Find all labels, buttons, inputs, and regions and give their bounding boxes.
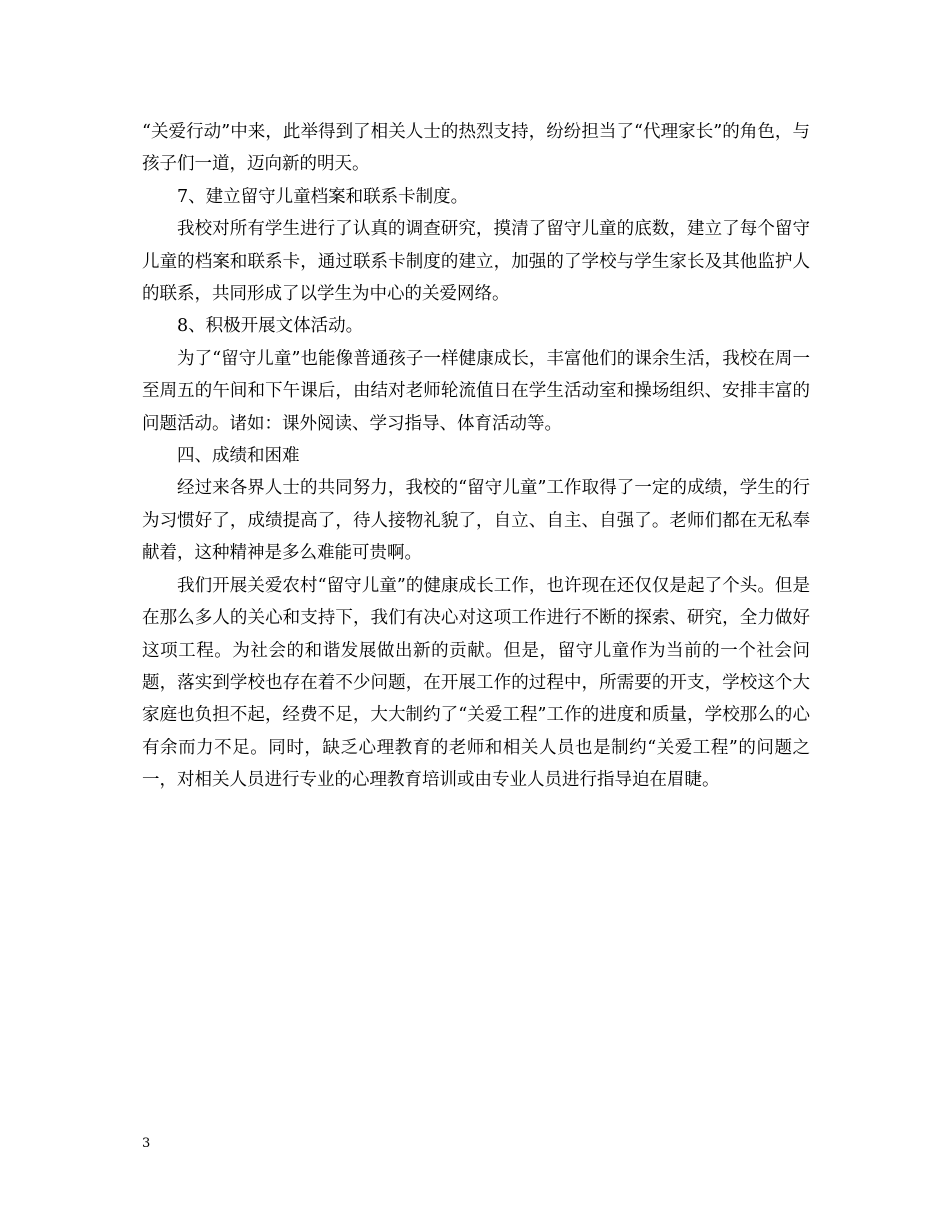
paragraph-2: 7、建立留守儿童档案和联系卡制度。 [177, 186, 469, 207]
paragraph-3: 我校对所有学生进行了认真的调查研究，摸清了留守儿童的底数，建立了每个留守儿童的档案和联系卡，通过联系卡制度的建立，加强的了学校与学生家长及其他监护人的联系，共同形成了以学生为中心的关爱网络。 [142, 219, 810, 305]
page-number: 3 [142, 1136, 151, 1151]
paragraph-7: 经过来各界人士的共同努力，我校的“留守儿童”工作取得了一定的成绩，学生的行为习惯好了，成绩提高了，待人接物礼貌了，自立、自主、自强了。老师们都在无私奉献着，这种精神是多么难能可贵啊。 [142, 478, 810, 564]
paragraph-8: 我们开展关爱农村“留守儿童”的健康成长工作，也许现在还仅仅是起了个头。但是在那么多人的关心和支持下，我们有决心对这项工作进行不断的探索、研究，全力做好这项工程。为社会的和谐发展做出新的贡献。但是，留守儿童作为当前的一个社会问题，落实到学校也存在着不少问题，在开展工作的过程中，所需要的开支，学校这个大家庭也负担不起，经费不足，大大制约了“关爱工程”工作的进度和质量，学校那么的心有余而力不足。同时，缺乏心理教育的老师和相关人员也是制约“关爱工程”的问题之一，对相关人员进行专业的心理教育培训或由专业人员进行指导迫在眉睫。 [142, 575, 810, 791]
paragraph-5: 为了“留守儿童”也能像普通孩子一样健康成长，丰富他们的课余生活，我校在周一至周五的午间和下午课后，由结对老师轮流值日在学生活动室和操场组织、安排丰富的问题活动。诸如：课外阅读、学习指导、体育活动等。 [142, 348, 810, 434]
paragraph-6: 四、成绩和困难 [177, 446, 300, 467]
paragraph-1: “关爱行动”中来，此举得到了相关人士的热烈支持，纷纷担当了“代理家长”的角色，与孩子们一道，迈向新的明天。 [142, 122, 810, 175]
document-body [142, 116, 810, 797]
paragraph-4: 8、积极开展文体活动。 [177, 316, 364, 337]
